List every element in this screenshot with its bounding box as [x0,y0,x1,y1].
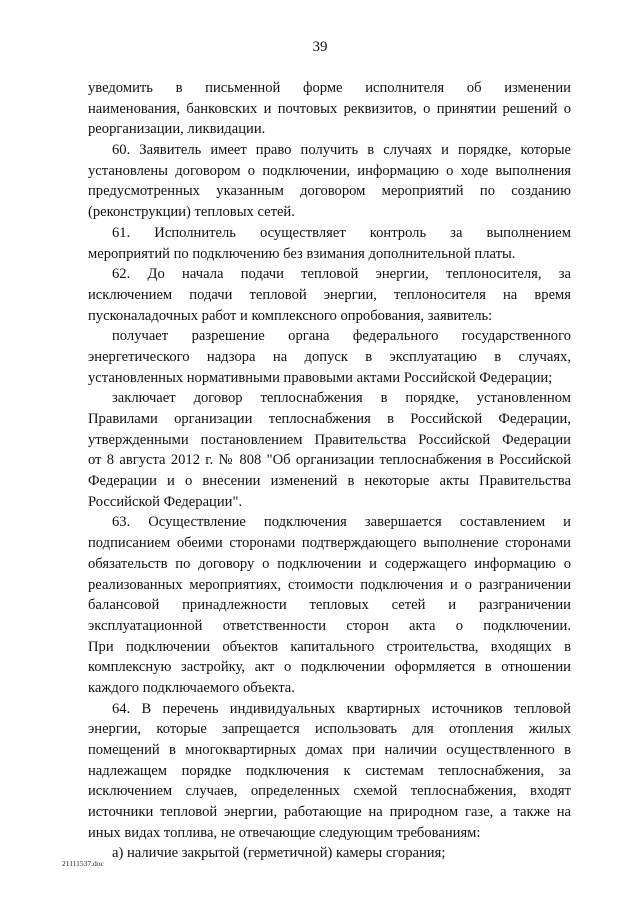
text-line: наименования, банковских и почтовых реквизитов, о принятии решений о [88,100,571,117]
text-line: уведомить в письменной форме исполнителя об изменении [88,80,571,96]
page-number: 39 [312,39,328,55]
text-line: установленных нормативными правовыми актами Российской Федерации; [88,369,553,386]
text-line: каждого подключаемого объекта. [88,679,295,696]
document-body [88,78,571,864]
text-line: мероприятий по подключению без взимания дополнительной платы. [88,245,516,262]
text-line: 64. В перечень индивидуальных квартирных источников тепловой [112,700,571,717]
text-line: помещений в многоквартирных домах при наличии осуществленного в [88,742,571,758]
text-line: источники тепловой энергии, работающие на природном газе, а также на [88,804,571,821]
text-line: заключает договор теплоснабжения в порядке, установленном [112,390,571,407]
text-line: реализованных мероприятиях, стоимости подключения и о разграничении [88,576,571,593]
text-line: иных видах топлива, не отвечающие следующим требованиям: [88,824,481,841]
text-line: исключением случаев, определенных схемой теплоснабжения, входят [88,783,571,800]
text-line: энергии, которые запрещается использовать для отопления жилых [88,721,571,738]
text-line: Федерации и о внесении изменений в некоторые акты Правительства [88,473,571,490]
text-line: эксплуатационной ответственности сторон акта о подключении. [88,617,571,634]
text-line: получает разрешение органа федерального государственного [112,328,571,345]
text-line: 61. Исполнитель осуществляет контроль за выполнением [112,224,571,241]
text-line: установлены договором о подключении, информацию о ходе выполнения [88,162,571,179]
text-line: пусконаладочных работ и комплексного опробования, заявитель: [88,307,493,324]
text-line: реорганизации, ликвидации. [88,121,266,138]
text-line: исключением подачи тепловой энергии, теплоносителя на время [88,286,571,303]
text-line: от 8 августа 2012 г. № 808 "Об организации теплоснабжения в Российской [88,452,571,469]
text-line: 62. До начала подачи тепловой энергии, теплоносителя, за [112,266,571,283]
footer-filename: 21111537.doc [62,859,104,868]
text-line: обязательств по договору о подключении и содержащего информацию о [88,555,571,572]
text-line: предусмотренных указанным договором мероприятий по созданию [88,183,571,200]
text-line: утвержденными постановлением Правительства Российской Федерации [88,431,571,448]
text-line: балансовой принадлежности тепловых сетей и разграничении [88,597,571,614]
text-line: комплексную застройку, акт о подключении оформляется в отношении [88,659,571,676]
text-line: Правилами организации теплоснабжения в Российской Федерации, [88,411,571,427]
text-line: надлежащем порядке подключения к системам теплоснабжения, за [88,762,571,779]
text-line: При подключении объектов капитального строительства, входящих в [88,638,571,655]
text-line: (реконструкции) тепловых сетей. [88,204,295,221]
text-line: а) наличие закрытой (герметичной) камеры сгорания; [112,845,446,862]
text-line: подписанием обеими сторонами подтверждающего выполнение сторонами [88,535,571,552]
text-line: энергетического надзора на допуск в эксплуатацию в случаях, [88,348,571,365]
text-line: 60. Заявитель имеет право получить в случаях и порядке, которые [112,142,571,159]
text-line: Российской Федерации". [88,493,243,510]
text-line: 63. Осуществление подключения завершается составлением и [112,514,571,531]
